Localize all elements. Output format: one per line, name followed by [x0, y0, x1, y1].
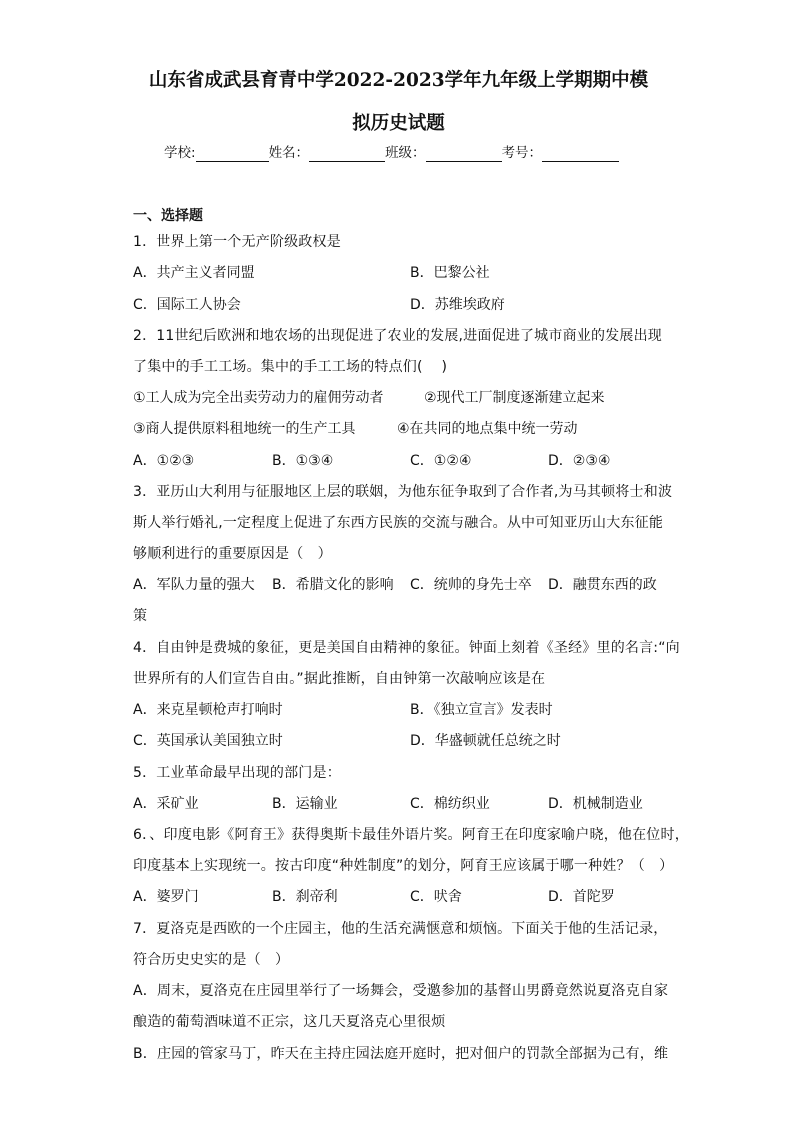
question-6-stem-line2: 印度基本上实现统一。按古印度“种姓制度”的划分，阿育王应该属于哪一种姓？（ ）	[133, 858, 674, 874]
question-3-stem-line3: 够顺利进行的重要原因是（ ）	[133, 546, 332, 562]
q5-option-c: C．棉纺织业	[410, 796, 490, 812]
q2-statement-3: ③商人提供原料租地统一的生产工具	[133, 421, 356, 437]
q2-statement-4: ④在共同的地点集中统一劳动	[397, 421, 578, 437]
exam-title-line2: 拟历史试题	[352, 113, 445, 134]
question-7-stem-line2: 符合历史史实的是（ ）	[133, 952, 290, 968]
q7-option-b-line1: B．庄园的管家马丁，昨天在主持庄园法庭开庭时，把对佃户的罚款全部据为己有，维	[133, 1046, 669, 1062]
q2-option-c: C．①②④	[410, 453, 472, 469]
name-blank[interactable]	[309, 146, 385, 162]
question-4-stem-line2: 世界所有的人们宣告自由。”据此推断，自由钟第一次敲响应该是在	[133, 671, 546, 687]
q6-option-c: C．吠舍	[410, 889, 462, 905]
class-label: 班级：	[385, 145, 426, 161]
q2-statement-2: ②现代工厂制度逐渐建立起来	[424, 390, 605, 406]
question-6-stem-line1: 6．、印度电影《阿育王》获得奥斯卡最佳外语片奖。阿育王在印度家喻户晓，他在位时，	[133, 827, 689, 843]
q1-option-b: B．巴黎公社	[410, 265, 490, 281]
q2-option-d: D．②③④	[548, 453, 611, 469]
q4-option-b: B．《独立宣言》发表时	[410, 702, 553, 718]
q3-option-d-wrap: 策	[133, 608, 147, 624]
question-7-stem-line1: 7．夏洛克是西欧的一个庄园主，他的生活充满惬意和烦恼。下面关于他的生活记录，	[133, 921, 668, 937]
class-blank[interactable]	[426, 146, 502, 162]
q3-option-b: B．希腊文化的影响	[272, 577, 394, 593]
q3-option-a: A．军队力量的强大	[133, 577, 255, 593]
question-1-stem: 1．世界上第一个无产阶级政权是	[133, 234, 341, 250]
exam-title-line1: 山东省成武县育青中学2022-2023学年九年级上学期期中模	[148, 70, 649, 91]
q5-option-b: B．运输业	[272, 796, 338, 812]
school-blank[interactable]	[196, 146, 269, 162]
school-label: 学校:	[164, 145, 196, 161]
q4-option-c: C．英国承认美国独立时	[133, 733, 283, 749]
q2-statement-1: ①工人成为完全出卖劳动力的雇佣劳动者	[133, 390, 384, 406]
q7-option-a-line1: A．周末，夏洛克在庄园里举行了一场舞会，受邀参加的基督山男爵竟然说夏洛克自家	[133, 983, 669, 999]
student-info-line	[164, 144, 619, 162]
q5-option-d: D．机械制造业	[548, 796, 643, 812]
q5-option-a: A．采矿业	[133, 796, 199, 812]
q3-option-d: D．融贯东西的政	[548, 577, 657, 593]
q1-option-a: A．共产主义者同盟	[133, 265, 255, 281]
q1-option-c: C．国际工人协会	[133, 297, 241, 313]
q6-option-a: A．婆罗门	[133, 889, 199, 905]
number-label: 考号：	[501, 145, 543, 161]
question-5-stem: 5．工业革命最早出现的部门是：	[133, 765, 341, 781]
q2-option-b: B．①③④	[272, 453, 334, 469]
q6-option-d: D．首陀罗	[548, 889, 615, 905]
q7-option-a-line2: 酿造的葡萄酒味道不正宗，这几天夏洛克心里很烦	[133, 1014, 446, 1030]
section-title: 一、选择题	[133, 208, 203, 224]
question-2-stem-line1: 2．11世纪后欧洲和地农场的出现促进了农业的发展,进面促进了城市商业的发展出现	[133, 328, 662, 344]
question-2-stem-line2: 了集中的手工工场。集中的手工工场的特点们( )	[133, 359, 448, 375]
q4-option-a: A．来克星顿枪声打响时	[133, 702, 283, 718]
question-3-stem-line2: 斯人举行婚礼,一定程度上促进了东西方民族的交流与融合。从中可知亚历山大东征能	[133, 515, 664, 531]
number-blank[interactable]	[542, 146, 619, 162]
q1-option-d: D．苏维埃政府	[410, 297, 505, 313]
name-label: 姓名：	[268, 145, 310, 161]
q4-option-d: D．华盛顿就任总统之时	[410, 733, 561, 749]
q6-option-b: B．刹帝利	[272, 889, 338, 905]
q3-option-c: C．统帅的身先士卒	[410, 577, 532, 593]
question-3-stem-line1: 3．亚历山大利用与征服地区上层的联姻，为他东征争取到了合作者,为马其顿将士和波	[133, 484, 673, 500]
question-4-stem-line1: 4．自由钟是费城的象征，更是美国自由精神的象征。钟面上刻着《圣经》里的名言:“向	[133, 640, 680, 656]
q2-option-a: A．①②③	[133, 453, 195, 469]
